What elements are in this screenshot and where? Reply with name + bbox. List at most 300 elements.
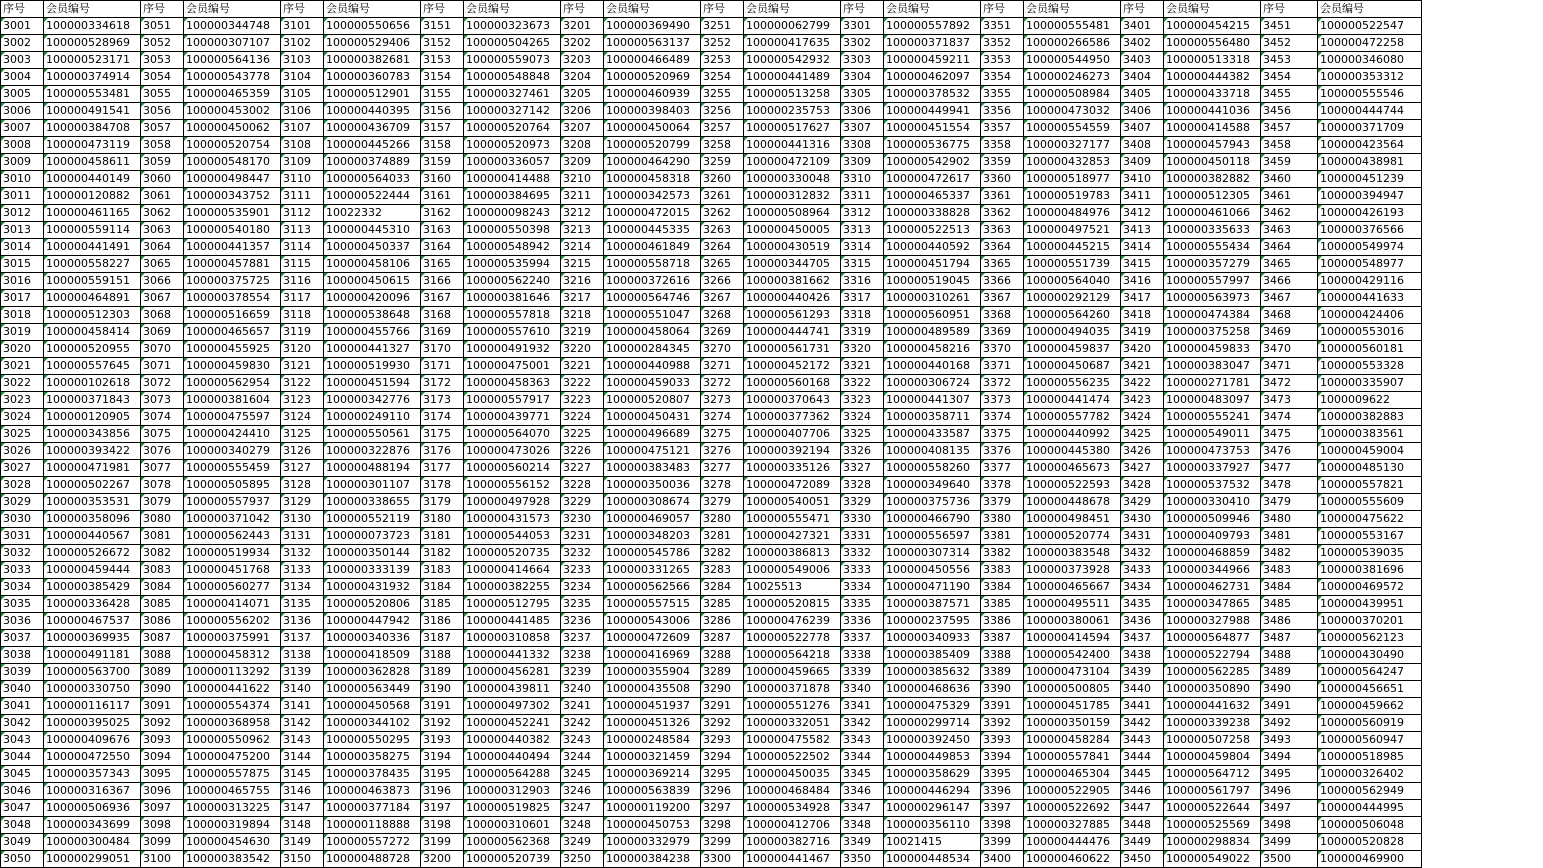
cell-seq[interactable]: 3262 <box>701 205 744 222</box>
cell-seq[interactable]: 3029 <box>1 494 44 511</box>
cell-member-id[interactable]: 100000509946 <box>1164 511 1261 528</box>
cell-member-id[interactable]: 100000469900 <box>1318 851 1422 868</box>
cell-seq[interactable]: 3441 <box>1121 698 1164 715</box>
cell-member-id[interactable]: 100000441622 <box>184 681 281 698</box>
cell-seq[interactable]: 3154 <box>421 69 464 86</box>
cell-member-id[interactable]: 100000562240 <box>464 273 561 290</box>
cell-seq[interactable]: 3279 <box>701 494 744 511</box>
cell-member-id[interactable]: 100000550656 <box>324 18 421 35</box>
cell-member-id[interactable]: 100000450753 <box>604 817 701 834</box>
cell-seq[interactable]: 3044 <box>1 749 44 766</box>
cell-member-id[interactable]: 100000564247 <box>1318 664 1422 681</box>
cell-seq[interactable]: 3405 <box>1121 86 1164 103</box>
cell-member-id[interactable]: 100000386813 <box>744 545 841 562</box>
cell-seq[interactable]: 3149 <box>281 834 324 851</box>
cell-member-id[interactable]: 100000384708 <box>44 120 141 137</box>
cell-seq[interactable]: 3167 <box>421 290 464 307</box>
cell-seq[interactable]: 3242 <box>561 715 604 732</box>
cell-seq[interactable]: 3489 <box>1261 664 1318 681</box>
cell-seq[interactable]: 3269 <box>701 324 744 341</box>
cell-member-id[interactable]: 100000433587 <box>884 426 981 443</box>
cell-seq[interactable]: 3272 <box>701 375 744 392</box>
cell-member-id[interactable]: 100000465337 <box>884 188 981 205</box>
cell-seq[interactable]: 3426 <box>1121 443 1164 460</box>
cell-member-id[interactable]: 100000343752 <box>184 188 281 205</box>
cell-member-id[interactable]: 100000528969 <box>44 35 141 52</box>
cell-seq[interactable]: 3232 <box>561 545 604 562</box>
cell-member-id[interactable]: 100000073723 <box>324 528 421 545</box>
cell-member-id[interactable]: 100000475582 <box>744 732 841 749</box>
cell-seq[interactable]: 3389 <box>981 664 1024 681</box>
cell-member-id[interactable]: 100000544950 <box>1024 52 1121 69</box>
cell-member-id[interactable]: 100000556152 <box>464 477 561 494</box>
cell-member-id[interactable]: 100000457881 <box>184 256 281 273</box>
cell-member-id[interactable]: 100000445380 <box>1024 443 1121 460</box>
cell-seq[interactable]: 3184 <box>421 579 464 596</box>
cell-seq[interactable]: 3201 <box>561 18 604 35</box>
cell-member-id[interactable]: 100000319894 <box>184 817 281 834</box>
cell-seq[interactable]: 3199 <box>421 834 464 851</box>
cell-seq[interactable]: 3355 <box>981 86 1024 103</box>
cell-seq[interactable]: 3252 <box>701 35 744 52</box>
cell-seq[interactable]: 3068 <box>141 307 184 324</box>
cell-member-id[interactable]: 100000392194 <box>744 443 841 460</box>
cell-member-id[interactable]: 100000414488 <box>464 171 561 188</box>
cell-member-id[interactable]: 100000471981 <box>44 460 141 477</box>
cell-member-id[interactable]: 100000358275 <box>324 749 421 766</box>
cell-member-id[interactable]: 100000447942 <box>324 613 421 630</box>
cell-member-id[interactable]: 100000552119 <box>324 511 421 528</box>
cell-member-id[interactable]: 100000556235 <box>1024 375 1121 392</box>
cell-seq[interactable]: 3142 <box>281 715 324 732</box>
cell-seq[interactable]: 3417 <box>1121 290 1164 307</box>
cell-seq[interactable]: 3254 <box>701 69 744 86</box>
cell-seq[interactable]: 3299 <box>701 834 744 851</box>
cell-member-id[interactable]: 100000337927 <box>1164 460 1261 477</box>
cell-seq[interactable]: 3146 <box>281 783 324 800</box>
cell-member-id[interactable]: 100000441632 <box>1164 698 1261 715</box>
header-cell-seq[interactable]: 序号 <box>1261 1 1318 18</box>
cell-member-id[interactable]: 100000513318 <box>1164 52 1261 69</box>
header-cell-seq[interactable]: 序号 <box>1 1 44 18</box>
cell-member-id[interactable]: 100000331265 <box>604 562 701 579</box>
cell-seq[interactable]: 3433 <box>1121 562 1164 579</box>
cell-member-id[interactable]: 100000483097 <box>1164 392 1261 409</box>
cell-seq[interactable]: 3138 <box>281 647 324 664</box>
cell-member-id[interactable]: 100000549011 <box>1164 426 1261 443</box>
cell-member-id[interactable]: 100000563839 <box>604 783 701 800</box>
cell-seq[interactable]: 3120 <box>281 341 324 358</box>
cell-seq[interactable]: 3186 <box>421 613 464 630</box>
cell-seq[interactable]: 3180 <box>421 511 464 528</box>
cell-seq[interactable]: 3096 <box>141 783 184 800</box>
cell-member-id[interactable]: 100000450064 <box>604 120 701 137</box>
cell-seq[interactable]: 3256 <box>701 103 744 120</box>
cell-member-id[interactable]: 100000323673 <box>464 18 561 35</box>
cell-member-id[interactable]: 100000520828 <box>1318 834 1422 851</box>
cell-member-id[interactable]: 100000519930 <box>324 358 421 375</box>
cell-seq[interactable]: 3331 <box>841 528 884 545</box>
cell-member-id[interactable]: 100000335907 <box>1318 375 1422 392</box>
cell-seq[interactable]: 3447 <box>1121 800 1164 817</box>
cell-seq[interactable]: 3091 <box>141 698 184 715</box>
cell-member-id[interactable]: 100000414071 <box>184 596 281 613</box>
cell-seq[interactable]: 3404 <box>1121 69 1164 86</box>
cell-seq[interactable]: 3475 <box>1261 426 1318 443</box>
cell-seq[interactable]: 3448 <box>1121 817 1164 834</box>
cell-member-id[interactable]: 100000548977 <box>1318 256 1422 273</box>
cell-seq[interactable]: 3195 <box>421 766 464 783</box>
cell-seq[interactable]: 3173 <box>421 392 464 409</box>
cell-member-id[interactable]: 100000458414 <box>44 324 141 341</box>
cell-member-id[interactable]: 100000284345 <box>604 341 701 358</box>
cell-member-id[interactable]: 100000460622 <box>1024 851 1121 868</box>
cell-seq[interactable]: 3422 <box>1121 375 1164 392</box>
cell-member-id[interactable]: 100000562949 <box>1318 783 1422 800</box>
cell-seq[interactable]: 3004 <box>1 69 44 86</box>
cell-seq[interactable]: 3144 <box>281 749 324 766</box>
cell-member-id[interactable]: 100000563449 <box>324 681 421 698</box>
cell-seq[interactable]: 3111 <box>281 188 324 205</box>
cell-seq[interactable]: 3419 <box>1121 324 1164 341</box>
cell-seq[interactable]: 3304 <box>841 69 884 86</box>
cell-seq[interactable]: 3155 <box>421 86 464 103</box>
cell-member-id[interactable]: 100000440382 <box>464 732 561 749</box>
cell-seq[interactable]: 3388 <box>981 647 1024 664</box>
cell-member-id[interactable]: 100000558260 <box>884 460 981 477</box>
cell-member-id[interactable]: 100000549974 <box>1318 239 1422 256</box>
header-cell-seq[interactable]: 序号 <box>141 1 184 18</box>
cell-member-id[interactable]: 100000417635 <box>744 35 841 52</box>
cell-seq[interactable]: 3066 <box>141 273 184 290</box>
cell-member-id[interactable]: 100000540180 <box>184 222 281 239</box>
header-cell-seq[interactable]: 序号 <box>421 1 464 18</box>
cell-member-id[interactable]: 100000513258 <box>744 86 841 103</box>
cell-seq[interactable]: 3323 <box>841 392 884 409</box>
cell-seq[interactable]: 3311 <box>841 188 884 205</box>
cell-member-id[interactable]: 100000350159 <box>1024 715 1121 732</box>
cell-member-id[interactable]: 100000377362 <box>744 409 841 426</box>
cell-seq[interactable]: 3025 <box>1 426 44 443</box>
cell-member-id[interactable]: 100000560277 <box>184 579 281 596</box>
cell-seq[interactable]: 3005 <box>1 86 44 103</box>
cell-seq[interactable]: 3133 <box>281 562 324 579</box>
cell-seq[interactable]: 3375 <box>981 426 1024 443</box>
cell-seq[interactable]: 3114 <box>281 239 324 256</box>
cell-seq[interactable]: 3099 <box>141 834 184 851</box>
cell-member-id[interactable]: 100000458106 <box>324 256 421 273</box>
cell-seq[interactable]: 3118 <box>281 307 324 324</box>
cell-seq[interactable]: 3359 <box>981 154 1024 171</box>
cell-seq[interactable]: 3328 <box>841 477 884 494</box>
cell-seq[interactable]: 3208 <box>561 137 604 154</box>
cell-member-id[interactable]: 100000451239 <box>1318 171 1422 188</box>
cell-member-id[interactable]: 100000370643 <box>744 392 841 409</box>
cell-member-id[interactable]: 100000469057 <box>604 511 701 528</box>
cell-seq[interactable]: 3465 <box>1261 256 1318 273</box>
cell-seq[interactable]: 3488 <box>1261 647 1318 664</box>
cell-member-id[interactable]: 100000423564 <box>1318 137 1422 154</box>
cell-seq[interactable]: 3315 <box>841 256 884 273</box>
cell-seq[interactable]: 3125 <box>281 426 324 443</box>
cell-member-id[interactable]: 100000520973 <box>464 137 561 154</box>
cell-seq[interactable]: 3393 <box>981 732 1024 749</box>
cell-seq[interactable]: 3202 <box>561 35 604 52</box>
cell-seq[interactable]: 3072 <box>141 375 184 392</box>
cell-member-id[interactable]: 100000330410 <box>1164 494 1261 511</box>
cell-member-id[interactable]: 100000357279 <box>1164 256 1261 273</box>
cell-member-id[interactable]: 100000563700 <box>44 664 141 681</box>
cell-member-id[interactable]: 100000555241 <box>1164 409 1261 426</box>
cell-member-id[interactable]: 100000465673 <box>1024 460 1121 477</box>
cell-member-id[interactable]: 100000497521 <box>1024 222 1121 239</box>
cell-seq[interactable]: 3431 <box>1121 528 1164 545</box>
cell-member-id[interactable]: 100000326402 <box>1318 766 1422 783</box>
cell-member-id[interactable]: 100000439951 <box>1318 596 1422 613</box>
cell-seq[interactable]: 3288 <box>701 647 744 664</box>
cell-seq[interactable]: 3250 <box>561 851 604 868</box>
cell-seq[interactable]: 3403 <box>1121 52 1164 69</box>
cell-seq[interactable]: 3261 <box>701 188 744 205</box>
cell-seq[interactable]: 3127 <box>281 460 324 477</box>
cell-member-id[interactable]: 100000557997 <box>1164 273 1261 290</box>
cell-member-id[interactable]: 100000542400 <box>1024 647 1121 664</box>
cell-member-id[interactable]: 100000444382 <box>1164 69 1261 86</box>
cell-seq[interactable]: 3487 <box>1261 630 1318 647</box>
cell-seq[interactable]: 3233 <box>561 562 604 579</box>
cell-seq[interactable]: 3083 <box>141 562 184 579</box>
cell-seq[interactable]: 3216 <box>561 273 604 290</box>
cell-seq[interactable]: 3140 <box>281 681 324 698</box>
cell-member-id[interactable]: 100000553328 <box>1318 358 1422 375</box>
cell-member-id[interactable]: 100000298834 <box>1164 834 1261 851</box>
cell-seq[interactable]: 3351 <box>981 18 1024 35</box>
cell-seq[interactable]: 3075 <box>141 426 184 443</box>
cell-seq[interactable]: 3016 <box>1 273 44 290</box>
cell-member-id[interactable]: 100000451794 <box>884 256 981 273</box>
cell-member-id[interactable]: 100000456281 <box>464 664 561 681</box>
cell-seq[interactable]: 3092 <box>141 715 184 732</box>
cell-seq[interactable]: 3156 <box>421 103 464 120</box>
cell-member-id[interactable]: 100000564260 <box>1024 307 1121 324</box>
cell-member-id[interactable]: 100000473104 <box>1024 664 1121 681</box>
cell-member-id[interactable]: 100000495511 <box>1024 596 1121 613</box>
cell-member-id[interactable]: 100000451326 <box>604 715 701 732</box>
cell-member-id[interactable]: 100000444741 <box>744 324 841 341</box>
cell-member-id[interactable]: 100000553016 <box>1318 324 1422 341</box>
cell-seq[interactable]: 3280 <box>701 511 744 528</box>
cell-member-id[interactable]: 100000562368 <box>464 834 561 851</box>
cell-member-id[interactable]: 100000557917 <box>464 392 561 409</box>
cell-seq[interactable]: 3259 <box>701 154 744 171</box>
cell-member-id[interactable]: 100000542932 <box>744 52 841 69</box>
cell-member-id[interactable]: 100000520799 <box>604 137 701 154</box>
cell-seq[interactable]: 3057 <box>141 120 184 137</box>
cell-member-id[interactable]: 10022332 <box>324 205 421 222</box>
cell-seq[interactable]: 3394 <box>981 749 1024 766</box>
cell-seq[interactable]: 3209 <box>561 154 604 171</box>
cell-seq[interactable]: 3165 <box>421 256 464 273</box>
cell-member-id[interactable]: 100000454630 <box>184 834 281 851</box>
cell-seq[interactable]: 3260 <box>701 171 744 188</box>
cell-seq[interactable]: 3382 <box>981 545 1024 562</box>
cell-member-id[interactable]: 100000463873 <box>324 783 421 800</box>
cell-member-id[interactable]: 100000475622 <box>1318 511 1422 528</box>
cell-seq[interactable]: 3258 <box>701 137 744 154</box>
header-cell-seq[interactable]: 序号 <box>981 1 1024 18</box>
cell-member-id[interactable]: 100000458318 <box>604 171 701 188</box>
cell-seq[interactable]: 3161 <box>421 188 464 205</box>
cell-member-id[interactable]: 100000313225 <box>184 800 281 817</box>
header-cell-member-id[interactable]: 会员编号 <box>1318 1 1422 18</box>
cell-seq[interactable]: 3477 <box>1261 460 1318 477</box>
cell-member-id[interactable]: 100000429116 <box>1318 273 1422 290</box>
cell-seq[interactable]: 3373 <box>981 392 1024 409</box>
cell-member-id[interactable]: 100000371709 <box>1318 120 1422 137</box>
cell-seq[interactable]: 3305 <box>841 86 884 103</box>
cell-seq[interactable]: 3380 <box>981 511 1024 528</box>
cell-seq[interactable]: 3480 <box>1261 511 1318 528</box>
cell-member-id[interactable]: 100000362828 <box>324 664 421 681</box>
cell-seq[interactable]: 3126 <box>281 443 324 460</box>
cell-seq[interactable]: 3046 <box>1 783 44 800</box>
cell-seq[interactable]: 3253 <box>701 52 744 69</box>
cell-seq[interactable]: 3398 <box>981 817 1024 834</box>
cell-member-id[interactable]: 100000564712 <box>1164 766 1261 783</box>
cell-seq[interactable]: 3275 <box>701 426 744 443</box>
cell-member-id[interactable]: 100000451937 <box>604 698 701 715</box>
cell-seq[interactable]: 3313 <box>841 222 884 239</box>
cell-seq[interactable]: 3335 <box>841 596 884 613</box>
cell-seq[interactable]: 3206 <box>561 103 604 120</box>
cell-seq[interactable]: 3270 <box>701 341 744 358</box>
cell-member-id[interactable]: 100000562954 <box>184 375 281 392</box>
cell-seq[interactable]: 3131 <box>281 528 324 545</box>
cell-member-id[interactable]: 100000449941 <box>884 103 981 120</box>
cell-seq[interactable]: 3411 <box>1121 188 1164 205</box>
cell-member-id[interactable]: 100000266586 <box>1024 35 1121 52</box>
cell-seq[interactable]: 3367 <box>981 290 1024 307</box>
cell-member-id[interactable]: 100000452172 <box>744 358 841 375</box>
cell-member-id[interactable]: 100000522502 <box>744 749 841 766</box>
cell-member-id[interactable]: 100000563137 <box>604 35 701 52</box>
cell-seq[interactable]: 3463 <box>1261 222 1318 239</box>
cell-member-id[interactable]: 100000512303 <box>44 307 141 324</box>
cell-member-id[interactable]: 100000508964 <box>744 205 841 222</box>
cell-member-id[interactable]: 100000301107 <box>324 477 421 494</box>
cell-member-id[interactable]: 100000441316 <box>744 137 841 154</box>
cell-seq[interactable]: 3141 <box>281 698 324 715</box>
cell-member-id[interactable]: 100000235753 <box>744 103 841 120</box>
cell-seq[interactable]: 3358 <box>981 137 1024 154</box>
cell-member-id[interactable]: 100000475597 <box>184 409 281 426</box>
cell-seq[interactable]: 3467 <box>1261 290 1318 307</box>
cell-member-id[interactable]: 100000384238 <box>604 851 701 868</box>
cell-member-id[interactable]: 100000441485 <box>464 613 561 630</box>
cell-member-id[interactable]: 100000438981 <box>1318 154 1422 171</box>
cell-member-id[interactable]: 100000451768 <box>184 562 281 579</box>
cell-member-id[interactable]: 100000469572 <box>1318 579 1422 596</box>
cell-member-id[interactable]: 100000498451 <box>1024 511 1121 528</box>
cell-seq[interactable]: 3236 <box>561 613 604 630</box>
cell-member-id[interactable]: 100000459004 <box>1318 443 1422 460</box>
cell-seq[interactable]: 3122 <box>281 375 324 392</box>
cell-member-id[interactable]: 100000398403 <box>604 103 701 120</box>
cell-seq[interactable]: 3401 <box>1121 18 1164 35</box>
cell-member-id[interactable]: 100000347865 <box>1164 596 1261 613</box>
cell-member-id[interactable]: 100000373928 <box>1024 562 1121 579</box>
cell-member-id[interactable]: 100000335633 <box>1164 222 1261 239</box>
cell-seq[interactable]: 3285 <box>701 596 744 613</box>
cell-seq[interactable]: 3371 <box>981 358 1024 375</box>
cell-seq[interactable]: 3291 <box>701 698 744 715</box>
cell-member-id[interactable]: 100000310601 <box>464 817 561 834</box>
cell-member-id[interactable]: 100000387571 <box>884 596 981 613</box>
cell-seq[interactable]: 3241 <box>561 698 604 715</box>
cell-member-id[interactable]: 100000564033 <box>324 171 421 188</box>
cell-member-id[interactable]: 100000460939 <box>604 86 701 103</box>
cell-member-id[interactable]: 100000452241 <box>464 715 561 732</box>
cell-member-id[interactable]: 100000450337 <box>324 239 421 256</box>
cell-member-id[interactable]: 100000246273 <box>1024 69 1121 86</box>
cell-seq[interactable]: 3446 <box>1121 783 1164 800</box>
cell-seq[interactable]: 3360 <box>981 171 1024 188</box>
cell-seq[interactable]: 3267 <box>701 290 744 307</box>
cell-member-id[interactable]: 100000296147 <box>884 800 981 817</box>
cell-seq[interactable]: 3027 <box>1 460 44 477</box>
cell-seq[interactable]: 3178 <box>421 477 464 494</box>
cell-member-id[interactable]: 100000374889 <box>324 154 421 171</box>
cell-seq[interactable]: 3215 <box>561 256 604 273</box>
cell-member-id[interactable]: 100000561293 <box>744 307 841 324</box>
cell-seq[interactable]: 3278 <box>701 477 744 494</box>
cell-member-id[interactable]: 100000475001 <box>464 358 561 375</box>
cell-member-id[interactable]: 100000382716 <box>744 834 841 851</box>
cell-seq[interactable]: 3189 <box>421 664 464 681</box>
cell-seq[interactable]: 3293 <box>701 732 744 749</box>
cell-seq[interactable]: 3249 <box>561 834 604 851</box>
cell-seq[interactable]: 3248 <box>561 817 604 834</box>
cell-member-id[interactable]: 100000457943 <box>1164 137 1261 154</box>
cell-member-id[interactable]: 100000307107 <box>184 35 281 52</box>
cell-seq[interactable]: 3459 <box>1261 154 1318 171</box>
cell-member-id[interactable]: 100000520739 <box>464 851 561 868</box>
cell-member-id[interactable]: 100000536775 <box>884 137 981 154</box>
cell-member-id[interactable]: 100000560919 <box>1318 715 1422 732</box>
cell-seq[interactable]: 3363 <box>981 222 1024 239</box>
cell-member-id[interactable]: 100000458611 <box>44 154 141 171</box>
cell-seq[interactable]: 3339 <box>841 664 884 681</box>
cell-member-id[interactable]: 100000562566 <box>604 579 701 596</box>
cell-seq[interactable]: 3321 <box>841 358 884 375</box>
cell-seq[interactable]: 3314 <box>841 239 884 256</box>
cell-member-id[interactable]: 100000543006 <box>604 613 701 630</box>
cell-member-id[interactable]: 100000383542 <box>184 851 281 868</box>
cell-seq[interactable]: 3102 <box>281 35 324 52</box>
cell-member-id[interactable]: 100000522513 <box>884 222 981 239</box>
cell-member-id[interactable]: 100000357343 <box>44 766 141 783</box>
cell-seq[interactable]: 3437 <box>1121 630 1164 647</box>
header-cell-seq[interactable]: 序号 <box>561 1 604 18</box>
cell-seq[interactable]: 3041 <box>1 698 44 715</box>
cell-member-id[interactable]: 100000468859 <box>1164 545 1261 562</box>
cell-seq[interactable]: 3240 <box>561 681 604 698</box>
cell-seq[interactable]: 3263 <box>701 222 744 239</box>
cell-member-id[interactable]: 100000449853 <box>884 749 981 766</box>
cell-seq[interactable]: 3318 <box>841 307 884 324</box>
cell-seq[interactable]: 3063 <box>141 222 184 239</box>
cell-member-id[interactable]: 100000371042 <box>184 511 281 528</box>
